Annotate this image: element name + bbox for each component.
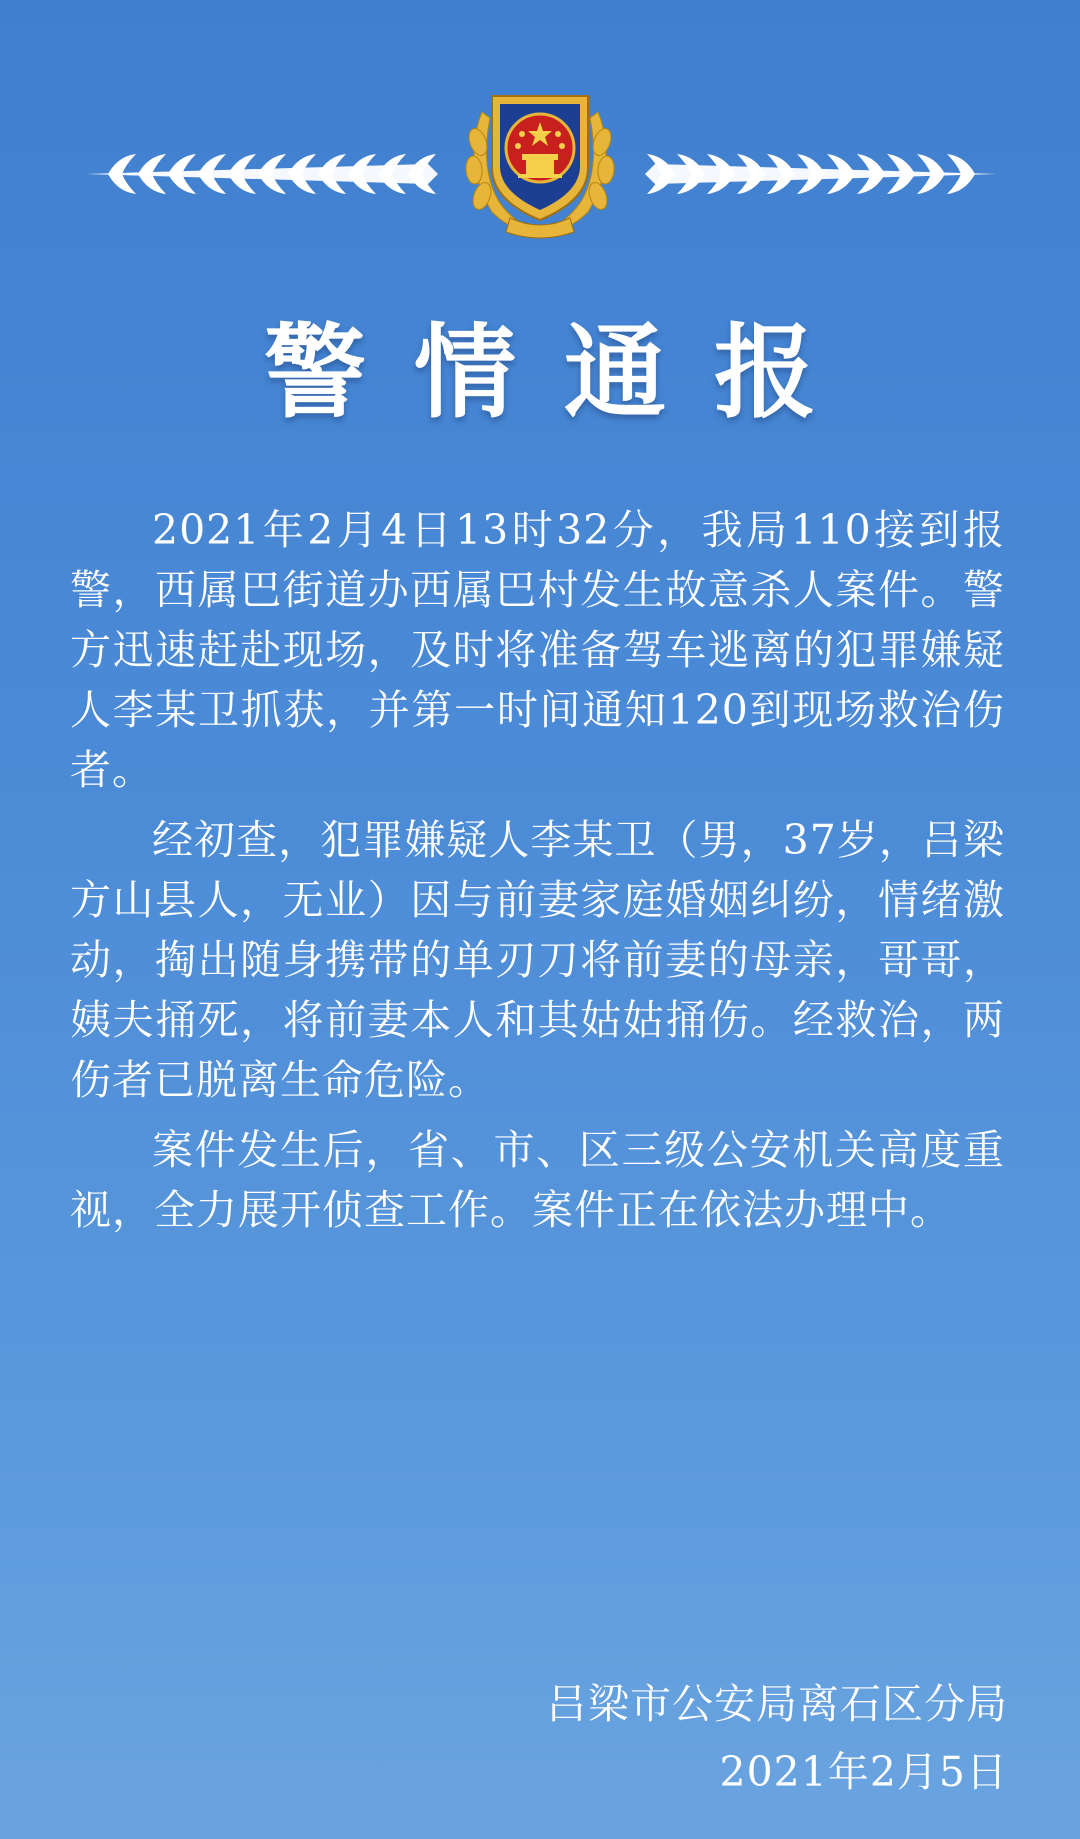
right-wing-icon [640, 150, 1005, 198]
signature-org: 吕梁市公安局离石区分局 [546, 1680, 1008, 1728]
signature-date: 2021年2月5日 [719, 1748, 1008, 1796]
paragraph-investigation: 经初查，犯罪嫌疑人李某卫（男，37岁，吕梁方山县人，无业）因与前妻家庭婚姻纠纷，情绪激动，掏出随身携带的单刃刀将前妻的母亲，哥哥，姨夫捅死，将前妻本人和其姑姑捅伤。经救治，两伤者已脱离生命危险。 [70, 816, 1005, 1104]
police-emblem-icon [452, 82, 628, 242]
header [0, 0, 1080, 260]
signature-block [546, 1670, 1008, 1806]
paragraph-incident: 2021年2月4日13时32分，我局110接到报警，西属巴街道办西属巴村发生故意杀人案件。警方迅速赶赴现场，及时将准备驾车逃离的犯罪嫌疑人李某卫抓获，并第一时间通知120到现场救治伤者。 [70, 506, 1005, 794]
notice-body [70, 500, 1005, 1250]
page-title: 警情通报 [264, 314, 864, 433]
left-wing-icon [78, 150, 443, 198]
paragraph-followup: 案件发生后，省、市、区三级公安机关高度重视，全力展开侦查工作。案件正在依法办理中。 [70, 1126, 1005, 1234]
